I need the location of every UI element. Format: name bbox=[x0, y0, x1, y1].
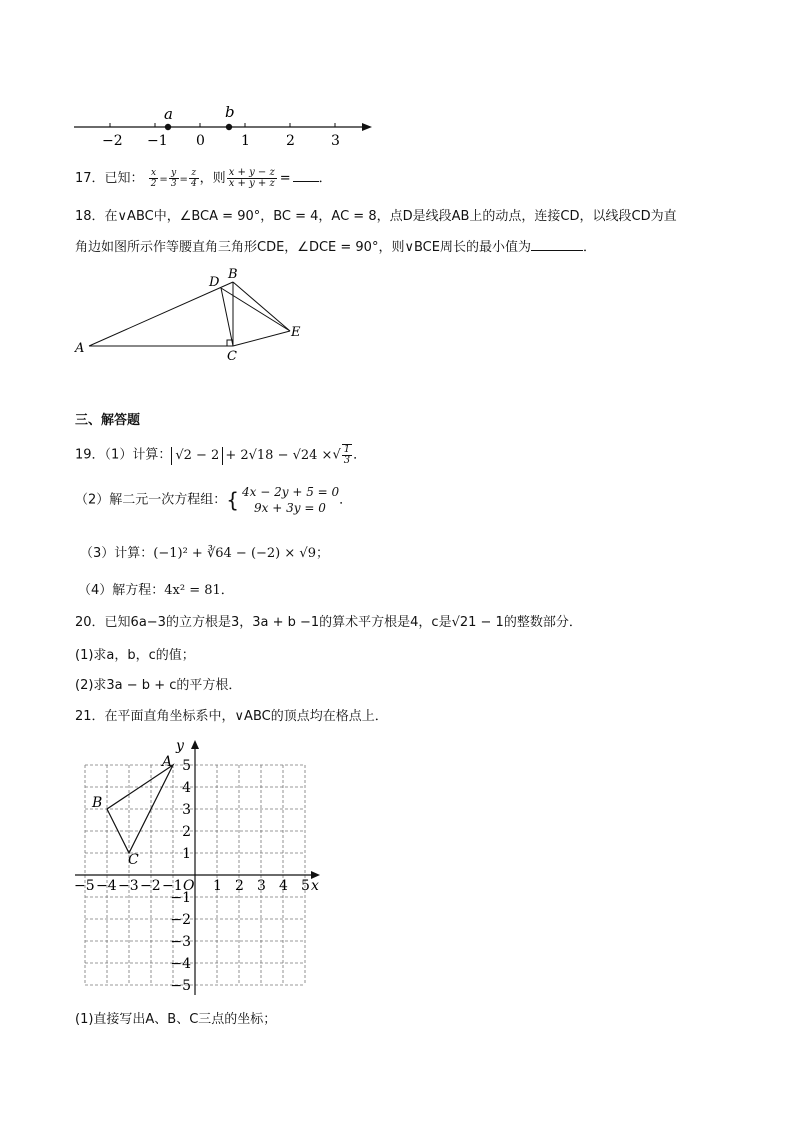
question-20-sub1: (1)求a，b，c的值； bbox=[75, 648, 195, 663]
vertex-label-C: C bbox=[227, 349, 237, 364]
svg-text:3: 3 bbox=[257, 878, 266, 894]
triangle-figure bbox=[70, 262, 320, 367]
svg-text:−3: −3 bbox=[118, 878, 139, 894]
vertex-label-C: C bbox=[128, 852, 139, 868]
svg-text:−1: −1 bbox=[162, 878, 183, 894]
svg-text:−2: −2 bbox=[170, 912, 191, 928]
tick-label: −1 bbox=[147, 133, 168, 149]
svg-text:5: 5 bbox=[182, 758, 191, 774]
sqrt-one-third: $\frac{1}{3}$ bbox=[343, 444, 351, 466]
svg-text:5: 5 bbox=[301, 878, 310, 894]
svg-text:4: 4 bbox=[279, 878, 288, 894]
vertex-label-D: D bbox=[209, 275, 220, 290]
fraction-y-over-3: $\frac{y}{3}$ bbox=[170, 168, 177, 189]
svg-text:1: 1 bbox=[182, 846, 191, 862]
segment-AB bbox=[89, 282, 233, 346]
vertex-label-B: B bbox=[228, 267, 238, 282]
segment-DE bbox=[221, 288, 290, 331]
fraction-z-over-4: $\frac{z}{4}$ bbox=[190, 168, 197, 189]
segment-CD bbox=[221, 288, 233, 346]
svg-text:−1: −1 bbox=[170, 890, 191, 906]
vertex-label-A: A bbox=[75, 341, 85, 356]
svg-text:3: 3 bbox=[182, 802, 191, 818]
system-brace: { bbox=[226, 488, 240, 512]
number-line-figure bbox=[70, 102, 380, 150]
y-axis-label: y bbox=[176, 738, 184, 754]
tick-label: 2 bbox=[286, 133, 295, 149]
equation-system: 4x − 2y + 5 = 0 9x + 3y = 0 bbox=[242, 485, 340, 515]
svg-text:−2: −2 bbox=[140, 878, 161, 894]
origin-label: O bbox=[183, 878, 195, 894]
answer-blank[interactable] bbox=[531, 238, 583, 251]
segment-BE bbox=[233, 282, 290, 331]
question-20-sub2: (2)求3a − b + c的平方根． bbox=[75, 678, 242, 693]
coordinate-grid-figure bbox=[70, 733, 330, 998]
section-heading: 三、解答题 bbox=[75, 413, 141, 428]
svg-text:−3: −3 bbox=[170, 934, 191, 950]
number-line-arrow bbox=[362, 123, 372, 131]
tick-label: 3 bbox=[331, 133, 340, 149]
question-18-line1: 18．在∨ABC中，∠BCA = 90°，BC = 4，AC = 8，点D是线段AB上的动点，连接CD，以线段CD为直 bbox=[75, 209, 677, 224]
tick-label: −2 bbox=[102, 133, 123, 149]
svg-text:−5: −5 bbox=[74, 878, 95, 894]
question-19-part1: 19．（1）计算： √2 − 2 + 2√18 − √24 ×√ $\frac{1}{3}$ ． bbox=[75, 444, 367, 466]
question-20: 20．已知6a−3的立方根是3，3a + b −1的算术平方根是4，c是√21 − 1的整数部分． bbox=[75, 615, 582, 630]
question-18-line2: 角边如图所示作等腰直角三角形CDE，∠DCE = 90°，则∨BCE周长的最小值为 ． bbox=[75, 240, 596, 255]
svg-text:1: 1 bbox=[213, 878, 222, 894]
svg-text:−5: −5 bbox=[170, 978, 191, 994]
segment-CE bbox=[233, 331, 290, 346]
svg-text:−4: −4 bbox=[96, 878, 117, 894]
point-a-label: a bbox=[164, 105, 173, 123]
vertex-label-A: A bbox=[162, 754, 173, 770]
point-a-dot bbox=[165, 124, 171, 130]
y-tick-labels bbox=[170, 758, 191, 994]
question-19-part3: （3）计算：(−1)² + ∛64 − (−2) × √9； bbox=[80, 546, 329, 561]
svg-text:−4: −4 bbox=[170, 956, 191, 972]
absolute-value: √2 − 2 bbox=[171, 447, 223, 465]
point-b-label: b bbox=[225, 103, 235, 121]
vertex-label-B: B bbox=[92, 795, 103, 811]
tick-label: 1 bbox=[241, 133, 250, 149]
svg-text:4: 4 bbox=[182, 780, 191, 796]
question-19-part2: （2）解二元一次方程组：{ 4x − 2y + 5 = 0 9x + 3y = 0 ． bbox=[75, 485, 353, 515]
tick-label: 0 bbox=[196, 133, 205, 149]
fraction-target: $\frac{x + y - z}{x + y + z}$ bbox=[228, 167, 275, 189]
point-b-dot bbox=[226, 124, 232, 130]
x-axis-label: x bbox=[311, 878, 319, 894]
question-19-part4: （4）解方程：4x² = 81． bbox=[78, 583, 234, 598]
y-axis-arrow bbox=[191, 740, 199, 749]
question-21: 21．在平面直角坐标系中，∨ABC的顶点均在格点上． bbox=[75, 709, 388, 724]
q17-label: 17．已知： bbox=[75, 171, 144, 186]
question-21-sub1: (1)直接写出A、B、C三点的坐标； bbox=[75, 1012, 277, 1027]
svg-text:2: 2 bbox=[182, 824, 191, 840]
question-17: 17．已知： $\frac{x}{2}$ = $\frac{y}{3}$ = $\frac{z}{4}$ ，则 $\frac{x + y - z}{x + y + z}$ = ． bbox=[75, 167, 332, 189]
svg-text:2: 2 bbox=[235, 878, 244, 894]
vertex-label-E: E bbox=[291, 325, 301, 340]
answer-blank[interactable] bbox=[293, 169, 319, 182]
fraction-x-over-2: $\frac{x}{2}$ bbox=[150, 168, 157, 189]
